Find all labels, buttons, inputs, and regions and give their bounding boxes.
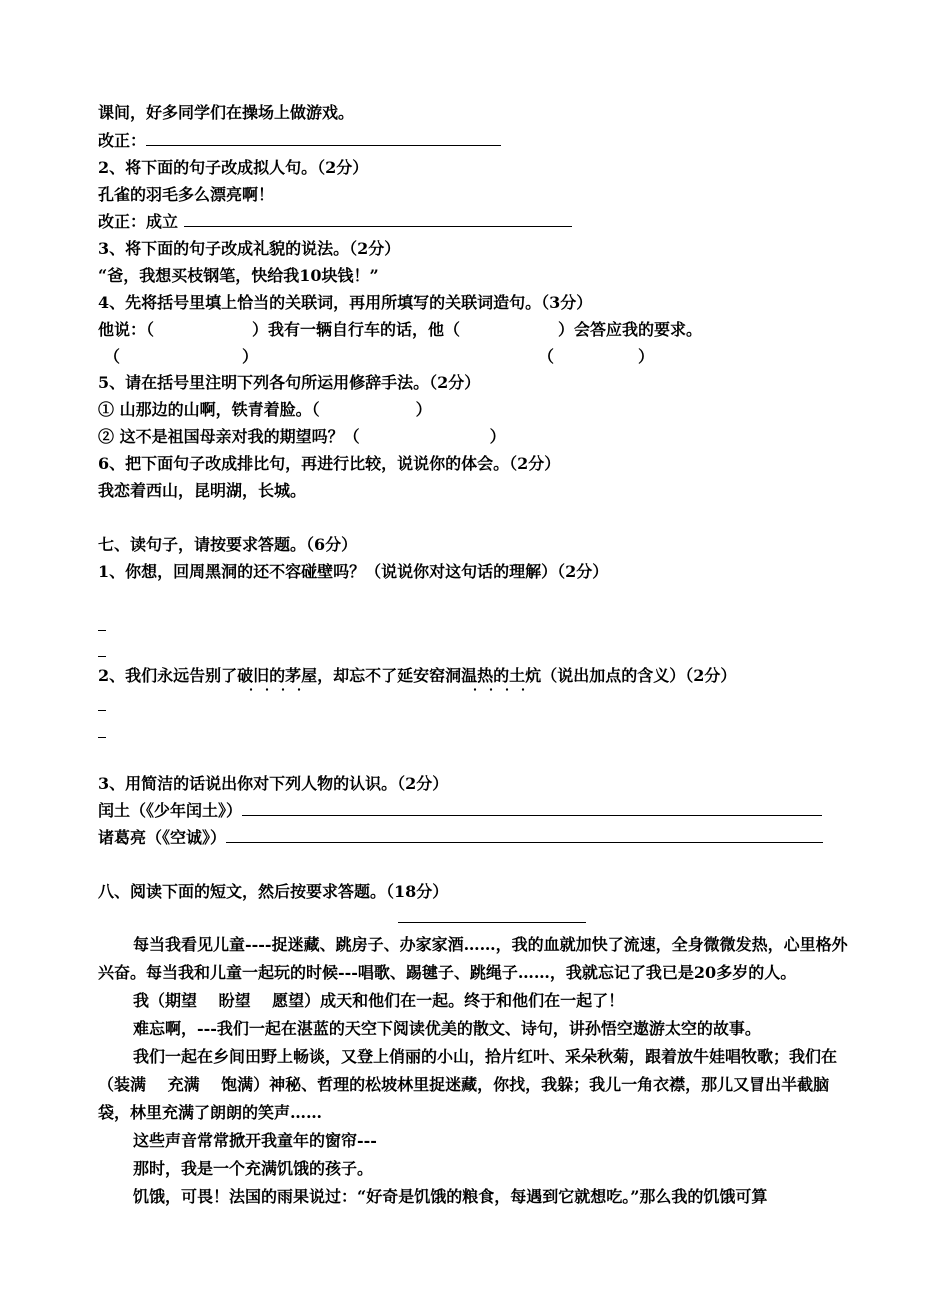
item-text: ① 山那边的山啊，铁青着脸。（ <box>98 400 320 419</box>
question-6: 6、把下面句子改成排比句，再进行比较，说说你的体会。（2分） <box>98 454 561 473</box>
section-7-heading: 七、读句子，请按要求答题。（6分） <box>98 535 358 554</box>
answer-blank[interactable] <box>226 828 823 843</box>
question-5: 5、请在括号里注明下列各句所运用修辞手法。（2分） <box>98 373 481 392</box>
question-6-sentence: 我恋着西山，昆明湖，长城。 <box>98 481 307 500</box>
answer-line[interactable] <box>98 656 106 657</box>
answer-line[interactable] <box>98 630 106 631</box>
question-3: 3、将下面的句子改成礼貌的说法。（2分） <box>98 239 401 258</box>
answer-line[interactable] <box>98 710 106 711</box>
section-7-question-1: 1、你想，回周黑洞的还不容碰壁吗？（说说你对这句话的理解）（2分） <box>98 562 609 581</box>
dotted-phrase: 温热的土炕 <box>461 666 542 685</box>
question-4-sentence <box>98 320 702 340</box>
sentence-part: 他说：（ <box>98 320 155 339</box>
character-zhuge <box>98 828 823 848</box>
passage-paragraph: 我们一起在乡间田野上畅谈，又登上俏丽的小山，拾片红叶、采朵秋菊，跟着放牛娃唱牧歌；我们在（装满 充满 饱满）神秘、哲理的松坡林里捉迷藏，你找，我躲；我儿一角衣襟，那儿又冒出半截脑袋，林里充满了朗朗的笑声…… <box>98 1047 838 1122</box>
character-label: 闰土（《少年闰土》） <box>98 801 243 820</box>
question-3-sentence: “爸，我想买枝钢笔，快给我10块钱！” <box>98 266 379 285</box>
correction-label: 改正： <box>98 131 147 150</box>
title-blank[interactable] <box>398 922 586 923</box>
question-5-item-2 <box>98 427 506 447</box>
passage-paragraph: 我（期望 盼望 愿望）成天和他们在一起。终于和他们在一起了！ <box>133 991 625 1010</box>
correction-label: 改正：成立 <box>98 212 184 231</box>
question-4: 4、先将括号里填上恰当的关联词，再用所填写的关联词造句。（3分） <box>98 293 593 312</box>
answer-blank[interactable] <box>146 131 501 146</box>
sentence-line: 课间，好多同学们在操场上做游戏。 <box>98 103 355 122</box>
passage-paragraph: 难忘啊，---我们一起在湛蓝的天空下阅读优美的散文、诗句，讲孙悟空遨游太空的故事。 <box>133 1019 761 1038</box>
item-text: ） <box>489 427 506 446</box>
sentence-part: ）我有一辆自行车的话，他（ <box>252 320 461 339</box>
section-8-heading: 八、阅读下面的短文，然后按要求答题。（18分） <box>98 882 449 901</box>
text-part: 2、我们永远告别了 <box>98 666 238 685</box>
item-text: ） <box>415 400 432 419</box>
answer-line[interactable] <box>98 737 106 738</box>
answer-blank[interactable] <box>242 801 822 816</box>
passage-paragraph: 那时，我是一个充满饥饿的孩子。 <box>133 1159 374 1178</box>
text-part: ，却忘不了延安窑洞 <box>317 666 462 685</box>
correction-line <box>98 131 501 151</box>
dotted-phrase: 破旧的茅屋 <box>237 666 318 685</box>
item-text: ② 这不是祖国母亲对我的期望吗？（ <box>98 427 360 446</box>
question-2: 2、将下面的句子改成拟人句。（2分） <box>98 158 369 177</box>
sentence-part: ）会答应我的要求。 <box>558 320 703 339</box>
passage-paragraph: 每当我看见儿童----捉迷藏、跳房子、办家家酒……，我的血就加快了流速，全身微微发热，心里格外兴奋。每当我和儿童一起玩的时候---唱歌、踢毽子、跳绳子……，我就忘记了我已是20多岁的人。 <box>98 935 848 982</box>
question-2-sentence: 孔雀的羽毛多么漂亮啊！ <box>98 185 275 204</box>
character-runtu <box>98 801 822 821</box>
passage-paragraph: 这些声音常常掀开我童年的窗帘--- <box>133 1131 377 1150</box>
bracket[interactable]: （ <box>538 347 555 366</box>
question-5-item-1 <box>98 400 432 420</box>
reading-passage <box>98 931 858 1211</box>
section-7-question-3: 3、用简洁的话说出你对下列人物的认识。（2分） <box>98 774 449 793</box>
bracket: ） <box>242 347 259 366</box>
bracket[interactable]: （ <box>104 347 121 366</box>
answer-blank[interactable] <box>184 212 572 227</box>
section-7-question-2 <box>98 666 736 686</box>
question-2-correction <box>98 212 572 232</box>
bracket: ） <box>638 347 655 366</box>
character-label: 诸葛亮（《空诚》） <box>98 828 227 847</box>
text-part: （说出加点的含义）（2分） <box>541 666 737 685</box>
passage-paragraph: 饥饿，可畏！法国的雨果说过：“好奇是饥饿的粮食，每遇到它就想吃。”那么我的饥饿可算 <box>133 1187 768 1206</box>
